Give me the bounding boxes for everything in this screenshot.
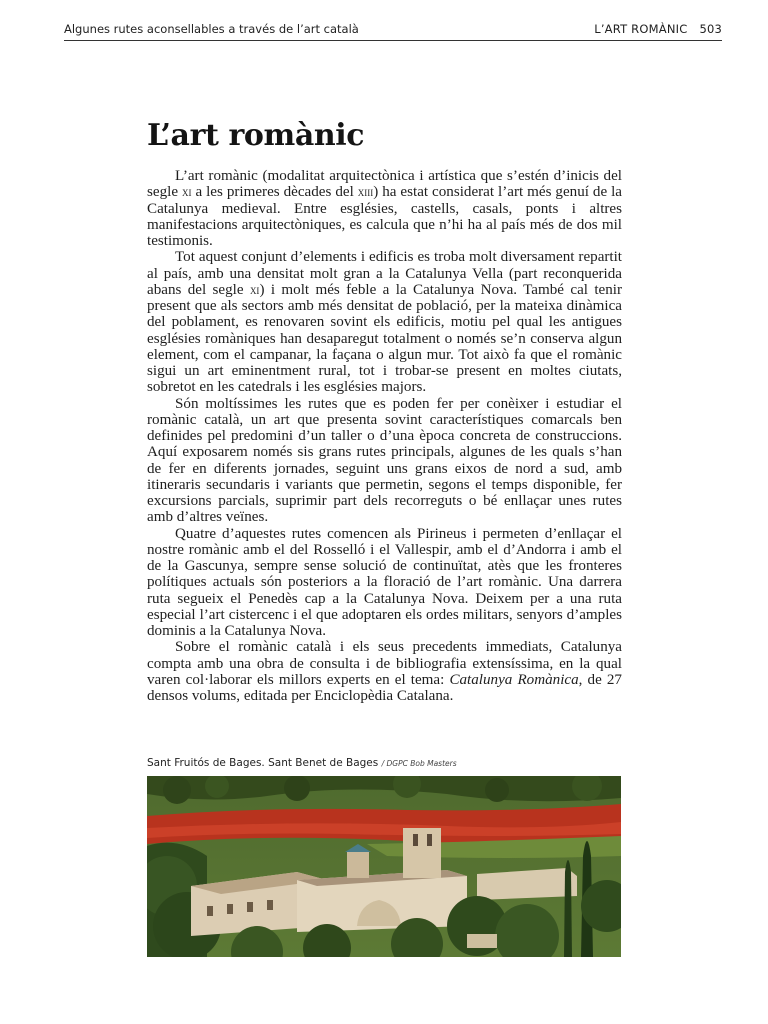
bell-tower xyxy=(403,828,441,878)
article-body xyxy=(147,168,622,704)
century-numeral: xiii xyxy=(357,184,374,200)
running-head xyxy=(64,22,722,41)
paragraph-5: Sobre el romànic català i els seus precedents immediats, Catalunya compta amb una obra de consulta i de bibliografia extensíssima, en la qual varen col·laborar els millors experts en el tema: Catalunya Romànica, de 27 densos volums, editada per Enciclopèdia Catalana. xyxy=(147,639,622,704)
photo-credit: / DGPC Bob Masters xyxy=(381,759,457,768)
running-head-section: L’ART ROMÀNIC xyxy=(594,22,688,36)
dome-drum xyxy=(347,852,369,878)
century-numeral: xi xyxy=(181,184,192,200)
reference-work-title: Catalunya Romànica xyxy=(449,671,579,688)
paragraph-2: Tot aquest conjunt d’elements i edificis es troba molt diversament repartit al país, amb una densitat molt gran a la Catalunya Vella (part reconquerida abans del segle xi) i molt més feble a la Catalunya Nova. També cal tenir present que als sectors amb més densitat de població, per la mateixa dinàmica del poblament, es renovaren sovint els edificis, motiu pel qual les antigues esglésies romàniques han desaparegut totalment o només se’n conserva algun element, com el campanar, la façana o algun mur. Tot això fa que el romànic sigui un art eminentment rural, tot i trobar-se present en moltes ciutats, sobretot en les catedrals i les esglésies majors. xyxy=(147,249,622,396)
running-head-book-title: Algunes rutes aconsellables a través de l’art català xyxy=(64,22,359,36)
paragraph-4: Quatre d’aquestes rutes comencen als Pirineus i permeten d’enllaçar el nostre romànic amb el del Rosselló i el Vallespir, amb el d’Andorra i amb el de la Gascunya, sempre sense solució de continuïtat, atès que les fronteres polítiques actuals són posteriors a la floració de l’art romànic. Una darrera ruta segueix el Penedès cap a la Catalunya Nova. Deixem per a una ruta especial l’art cistercenc i el que adoptaren els ordes militars, senyors d’amples dominis a la Catalunya Nova. xyxy=(147,525,622,639)
page-title: L’art romànic xyxy=(147,118,365,153)
page-number: 503 xyxy=(699,22,722,36)
century-numeral: xi xyxy=(249,281,260,297)
paragraph-3: Són moltíssimes les rutes que es poden fer per conèixer i estudiar el romànic català, un art que presenta sovint característiques comarcals ben definides pel predomini d’un taller o d’una època concreta de construccions. Aquí exposarem només sis grans rutes principals, algunes de les quals s’han de fer en diferents jornades, seguint uns grans eixos de nord a sud, amb itineraris secundaris i variants que permetin, segons el temps disponible, fer excursions parcials, suprimir part dels recorreguts o bé enllaçar unes rutes amb d’altres veïnes. xyxy=(147,395,622,526)
caption-text: Sant Fruitós de Bages. Sant Benet de Bages xyxy=(147,757,379,769)
running-head-right xyxy=(594,22,722,36)
figure-caption xyxy=(147,757,457,769)
paragraph-1: L’art romànic (modalitat arquitectònica i artística que s’estén d’inicis del segle xi a les primeres dècades del xiii) ha estat considerat l’art més genuí de la Catalunya medieval. Entre esglésies, castells, casals, ponts i altres manifestacions arquitectòniques, es calcula que n’hi ha al país més de dos mil testimonis. xyxy=(147,168,622,249)
monastery-photo xyxy=(147,776,621,957)
